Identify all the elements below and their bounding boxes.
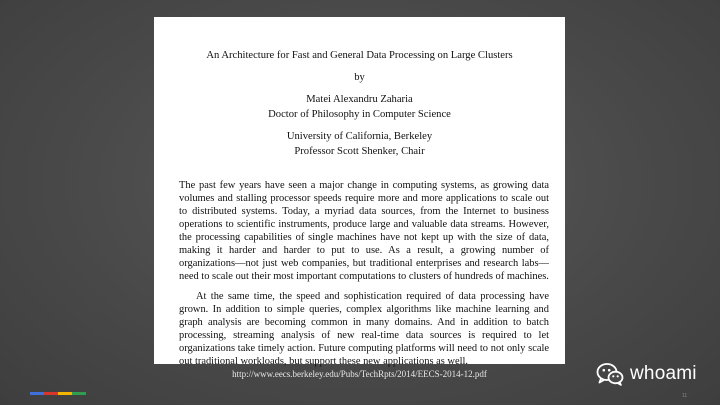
source-url[interactable]: http://www.eecs.berkeley.edu/Pubs/TechRpts/2014/EECS-2014-12.pdf <box>232 369 487 379</box>
paper-title: An Architecture for Fast and General Data Processing on Large Clusters <box>206 50 513 61</box>
paper-page <box>154 17 565 368</box>
brand-name: whoami <box>630 363 697 384</box>
paper-chair: Professor Scott Shenker, Chair <box>294 146 425 157</box>
color-bar-blue <box>30 392 44 395</box>
page-number: 11 <box>682 393 688 399</box>
color-bar-yellow <box>58 392 72 395</box>
abstract-paragraph-1: The past few years have seen a major change in computing systems, as growing data volumes and stalling processor speeds require more and more applications to scale out to distributed systems. Today, a myriad data sources, from the Internet to business operations to scientific instruments, produce large and valuable data streams. However, the processing capabilities of single machines have not kept up with the size of data, making it harder and harder to put to use. As a result, a growing number of organizations—not just web companies, but traditional enterprises and research labs—need to scale out their most important computations to clusters of hundreds of machines. <box>179 180 549 283</box>
color-bar <box>30 392 86 395</box>
wechat-icon <box>596 362 624 386</box>
paper-university: University of California, Berkeley <box>286 131 433 142</box>
abstract-paragraph-2: At the same time, the speed and sophistication required of data processing have grown. In addition to simple queries, complex algorithms like machine learning and graph analysis are becoming common in many domains. And in addition to batch processing, streaming analysis of new real-time data sources is required to let organizations take timely action. Future computing platforms will need to not only scale out traditional workloads, but support these new applications as well. <box>179 291 549 368</box>
paper-by: by <box>354 72 365 83</box>
brand-logo <box>596 360 697 388</box>
color-bar-green <box>72 392 86 395</box>
paper-degree: Doctor of Philosophy in Computer Science <box>268 109 451 120</box>
paper-author: Matei Alexandru Zaharia <box>306 94 413 105</box>
color-bar-red <box>44 392 58 395</box>
